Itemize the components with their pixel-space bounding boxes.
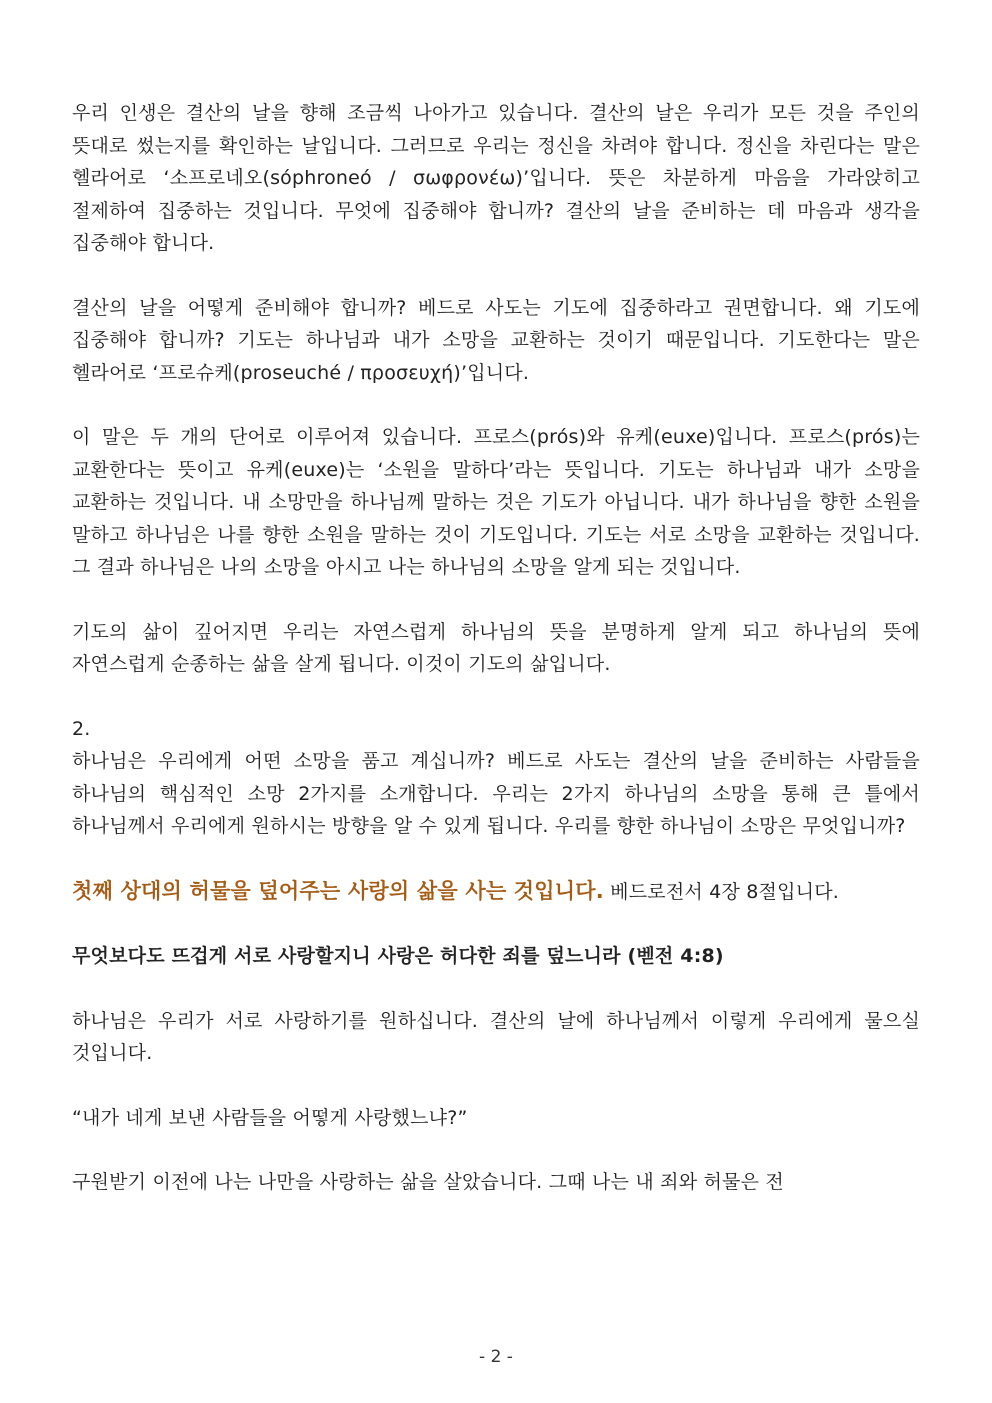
paragraph-spacer — [72, 973, 920, 1005]
paragraph-first-point — [72, 875, 920, 909]
page-number: - 2 - — [479, 1347, 513, 1367]
scripture-quote: 무엇보다도 뜨겁게 서로 사랑할지니 사랑은 허다한 죄를 덮느니라 (벧전 4:8) — [72, 945, 724, 967]
paragraph-spacer — [72, 843, 920, 875]
paragraph-spacer — [72, 1070, 920, 1102]
first-point-reference: 베드로전서 4장 8절입니다. — [603, 880, 840, 903]
section-number: 2. — [72, 717, 91, 740]
paragraph-intro: 우리 인생은 결산의 날을 향해 조금씩 나아가고 있습니다. 결산의 날은 우리가 모든 것을 주인의 뜻대로 썼는지를 확인하는 날입니다. 그러므로 우리는 정신을 차려야 합니다. 정신을 차린다는 말은 헬라어로 ‘소프로네오(sóphroneó / σωφρονέω)’입니다. 뜻은 차분하게 마음을 가라앉히고 절제하여 집중하는 것입니다. 무엇에 집중해야 합니까? 결산의 날을 준비하는 데 마음과 생각을 집중해야 합니다. — [72, 102, 920, 254]
paragraph-spacer — [72, 260, 920, 292]
paragraph-spacer — [72, 908, 920, 940]
paragraph-spacer — [72, 584, 920, 616]
paragraph-spacer — [72, 1134, 920, 1166]
paragraph-prayer-focus: 결산의 날을 어떻게 준비해야 합니까? 베드로 사도는 기도에 집중하라고 권면합니다. 왜 기도에 집중해야 합니까? 기도는 하나님과 내가 소망을 교환하는 것이기 때문입니다. 기도한다는 말은 헬라어로 ‘프로슈케(proseuché / προσευχή)’입니다. — [72, 296, 920, 384]
paragraph-spacer — [72, 681, 920, 713]
paragraph-question-quote: “내가 네게 보낸 사람들을 어떻게 사랑했느냐?” — [72, 1106, 468, 1129]
paragraph-prayer-life: 기도의 삶이 깊어지면 우리는 자연스럽게 하나님의 뜻을 분명하게 알게 되고 하나님의 뜻에 자연스럽게 순종하는 삶을 살게 됩니다. 이것이 기도의 삶입니다. — [72, 620, 920, 675]
document-body — [72, 97, 920, 1199]
paragraph-before-salvation: 구원받기 이전에 나는 나만을 사랑하는 삶을 살았습니다. 그때 나는 내 죄와 허물은 전 — [72, 1171, 784, 1193]
paragraph-love-one-another: 하나님은 우리가 서로 사랑하기를 원하십니다. 결산의 날에 하나님께서 이렇게 우리에게 물으실 것입니다. — [72, 1009, 920, 1064]
highlighted-heading: 첫째 상대의 허물을 덮어주는 사랑의 삶을 사는 것입니다. — [72, 878, 604, 903]
paragraph-gods-hope: 하나님은 우리에게 어떤 소망을 품고 계십니까? 베드로 사도는 결산의 날을 준비하는 사람들을 하나님의 핵심적인 소망 2가지를 소개합니다. 우리는 2가지 하나님의 소망을 통해 큰 틀에서 하나님께서 우리에게 원하시는 방향을 알 수 있게 됩니다. 우리를 향한 하나님이 소망은 무엇입니까? — [72, 750, 920, 837]
paragraph-word-meaning: 이 말은 두 개의 단어로 이루어져 있습니다. 프로스(prós)와 유케(euxe)입니다. 프로스(prós)는 교환한다는 뜻이고 유케(euxe)는 ‘소원을 말하다’라는 뜻입니다. 기도는 하나님과 내가 소망을 교환하는 것입니다. 내 소망만을 하나님께 말하는 것은 기도가 아닙니다. 내가 하나님을 향한 소원을 말하고 하나님은 나를 향한 소원을 말하는 것이 기도입니다. 기도는 서로 소망을 교환하는 것입니다. 그 결과 하나님은 나의 소망을 아시고 나는 하나님의 소망을 알게 되는 것입니다. — [72, 426, 920, 578]
paragraph-spacer — [72, 389, 920, 421]
